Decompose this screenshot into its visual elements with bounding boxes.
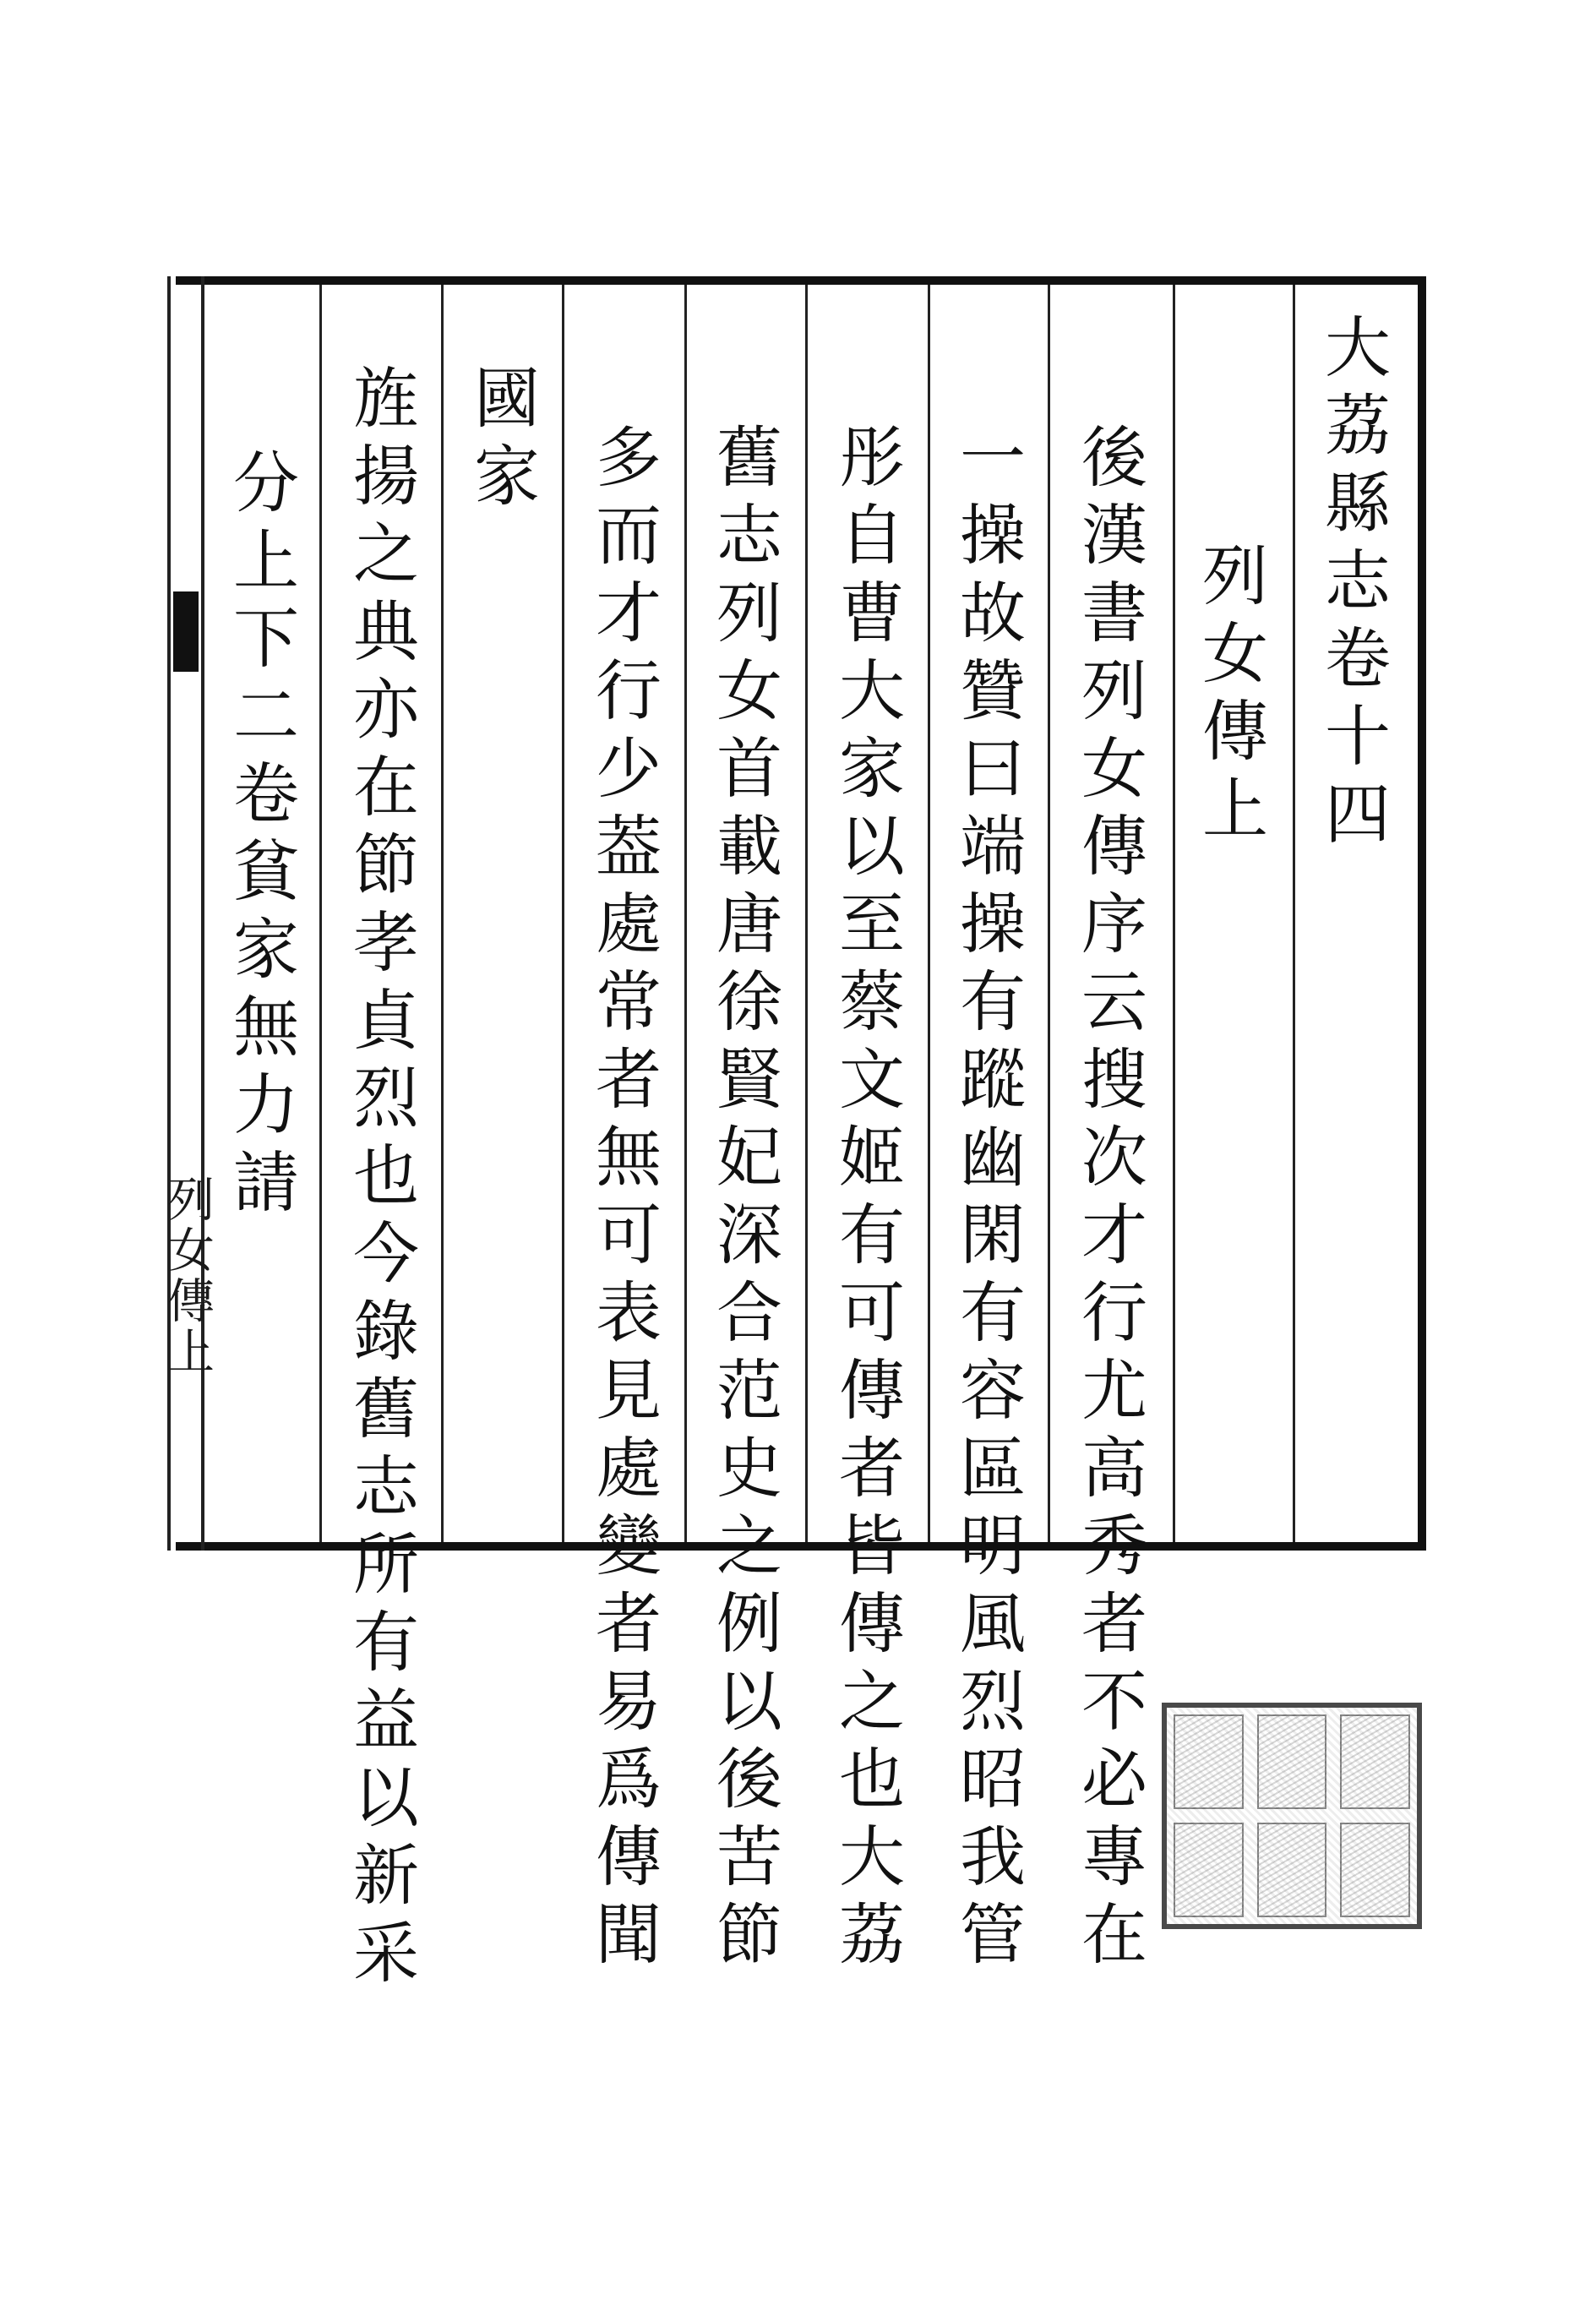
text-column-1: 後漢書列女傳序云搜次才行尤高秀者不必專在: [1070, 422, 1147, 1977]
column-rule: [319, 285, 322, 1542]
text-column-8: 分上下二卷貧家無力請: [222, 448, 298, 1225]
column-rule: [1048, 285, 1050, 1542]
volume-title: 大荔縣志卷十四: [1314, 313, 1390, 857]
center-fold-label: 列女傳上: [160, 1175, 215, 1377]
column-rule: [928, 285, 930, 1542]
text-column-4: 舊志列女首載唐徐賢妃深合范史之例以後苦節: [705, 422, 782, 1977]
text-column-6: 國家: [463, 363, 539, 519]
fishtail-mark: [173, 591, 199, 672]
seal-glyph: [1257, 1714, 1327, 1809]
section-title: 列女傳上: [1191, 541, 1267, 852]
collector-seal: [1162, 1703, 1422, 1929]
column-rule: [1293, 285, 1295, 1542]
text-column-2: 一操故贊曰端操有蹤幽閑有容區明風烈昭我管: [949, 422, 1025, 1977]
text-column-3: 彤自曹大家以至蔡文姬有可傳者皆傳之也大荔: [828, 422, 904, 1977]
seal-glyph: [1257, 1823, 1327, 1917]
column-rule: [805, 285, 808, 1542]
column-rule: [684, 285, 687, 1542]
column-rule: [1173, 285, 1175, 1542]
seal-glyph: [1174, 1823, 1244, 1917]
column-rule: [441, 285, 444, 1542]
seal-glyph: [1174, 1714, 1244, 1809]
seal-glyph: [1340, 1714, 1410, 1809]
text-column-7: 旌揚之典亦在節孝貞烈也今錄舊志所有益以新采: [342, 363, 418, 1996]
column-rule: [562, 285, 564, 1542]
seal-glyph: [1340, 1823, 1410, 1917]
text-column-5: 多而才行少葢處常者無可表見處變者易爲傳聞: [585, 422, 661, 1977]
